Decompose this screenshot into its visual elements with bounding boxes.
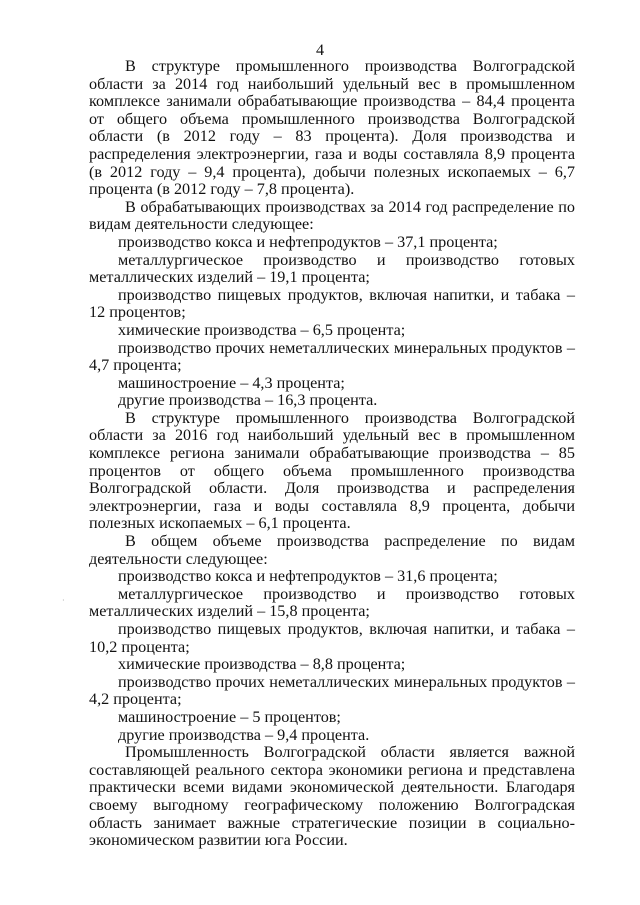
list-industries-2014 xyxy=(89,234,575,410)
paragraph-industry-significance: Промышленность Волгоградской области является важной составляющей реального сектора экономики региона и представлена практически всеми видами экономической деятельности. Благодаря своему выгодному географическому положению Волгоградская область занимает важные стратегические позиции в социально-экономическом развитии юга России. xyxy=(89,743,575,850)
list-item: машиностроение – 5 процентов; xyxy=(118,707,341,726)
list-item: производство кокса и нефтепродуктов – 37,1 процента; xyxy=(118,232,498,251)
list-item: производство пищевых продуктов, включая напитки, и табака – 12 процентов; xyxy=(89,285,575,322)
list-item: химические производства – 6,5 процента; xyxy=(118,320,406,339)
list-item: производство пищевых продуктов, включая напитки, и табака – 10,2 процента; xyxy=(89,620,575,656)
margin-mark: · xyxy=(62,596,65,605)
paragraph-structure-2016: В структуре промышленного производства Волгоградской области за 2016 год наибольший удельный вес в промышленном комплексе региона занимали обрабатывающие производства – 85 процентов от общего объема промышленного производства Волгоградской области. Доля производства и распределения электроэнергии, газа и воды составляла 8,9 процента, добычи полезных ископаемых – 6,1 процента. xyxy=(89,408,575,533)
list-item: другие производства – 16,3 процента. xyxy=(118,391,378,410)
paragraph-distribution-2016-intro: В общем объеме производства распределение по видам деятельности следующее: xyxy=(89,532,575,568)
list-item: производство прочих неметаллических минеральных продуктов – 4,7 процента; xyxy=(89,338,575,375)
paragraph-distribution-2014-intro: В обрабатывающих производствах за 2014 год распределение по видам деятельности следующее: xyxy=(89,197,575,234)
list-item: металлургическое производство и производство готовых металлических изделий – 15,8 процента; xyxy=(89,584,575,621)
list-item: производство кокса и нефтепродуктов – 31,6 процента; xyxy=(118,567,498,586)
list-industries-2016 xyxy=(89,568,575,744)
list-item: металлургическое производство и производство готовых металлических изделий – 19,1 процента; xyxy=(89,250,575,287)
list-item: другие производства – 9,4 процента. xyxy=(118,725,370,744)
document-body xyxy=(89,58,575,850)
page-number: 4 xyxy=(315,41,325,59)
list-item: химические производства – 8,8 процента; xyxy=(118,655,406,674)
list-item: производство прочих неметаллических минеральных продуктов – 4,2 процента; xyxy=(89,672,575,709)
list-item: машиностроение – 4,3 процента; xyxy=(118,373,345,392)
paragraph-structure-2014: В структуре промышленного производства Волгоградской области за 2014 год наибольший удельный вес в промышленном комплексе занимали обрабатывающие производства – 84,4 процента от общего объема промышленного производства Волгоградской области (в 2012 году – 83 процента). Доля производства и распределения электроэнергии, газа и воды составляла 8,9 процента (в 2012 году – 9,4 процента), добычи полезных ископаемых – 6,7 процента (в 2012 году – 7,8 процента). xyxy=(89,57,575,199)
